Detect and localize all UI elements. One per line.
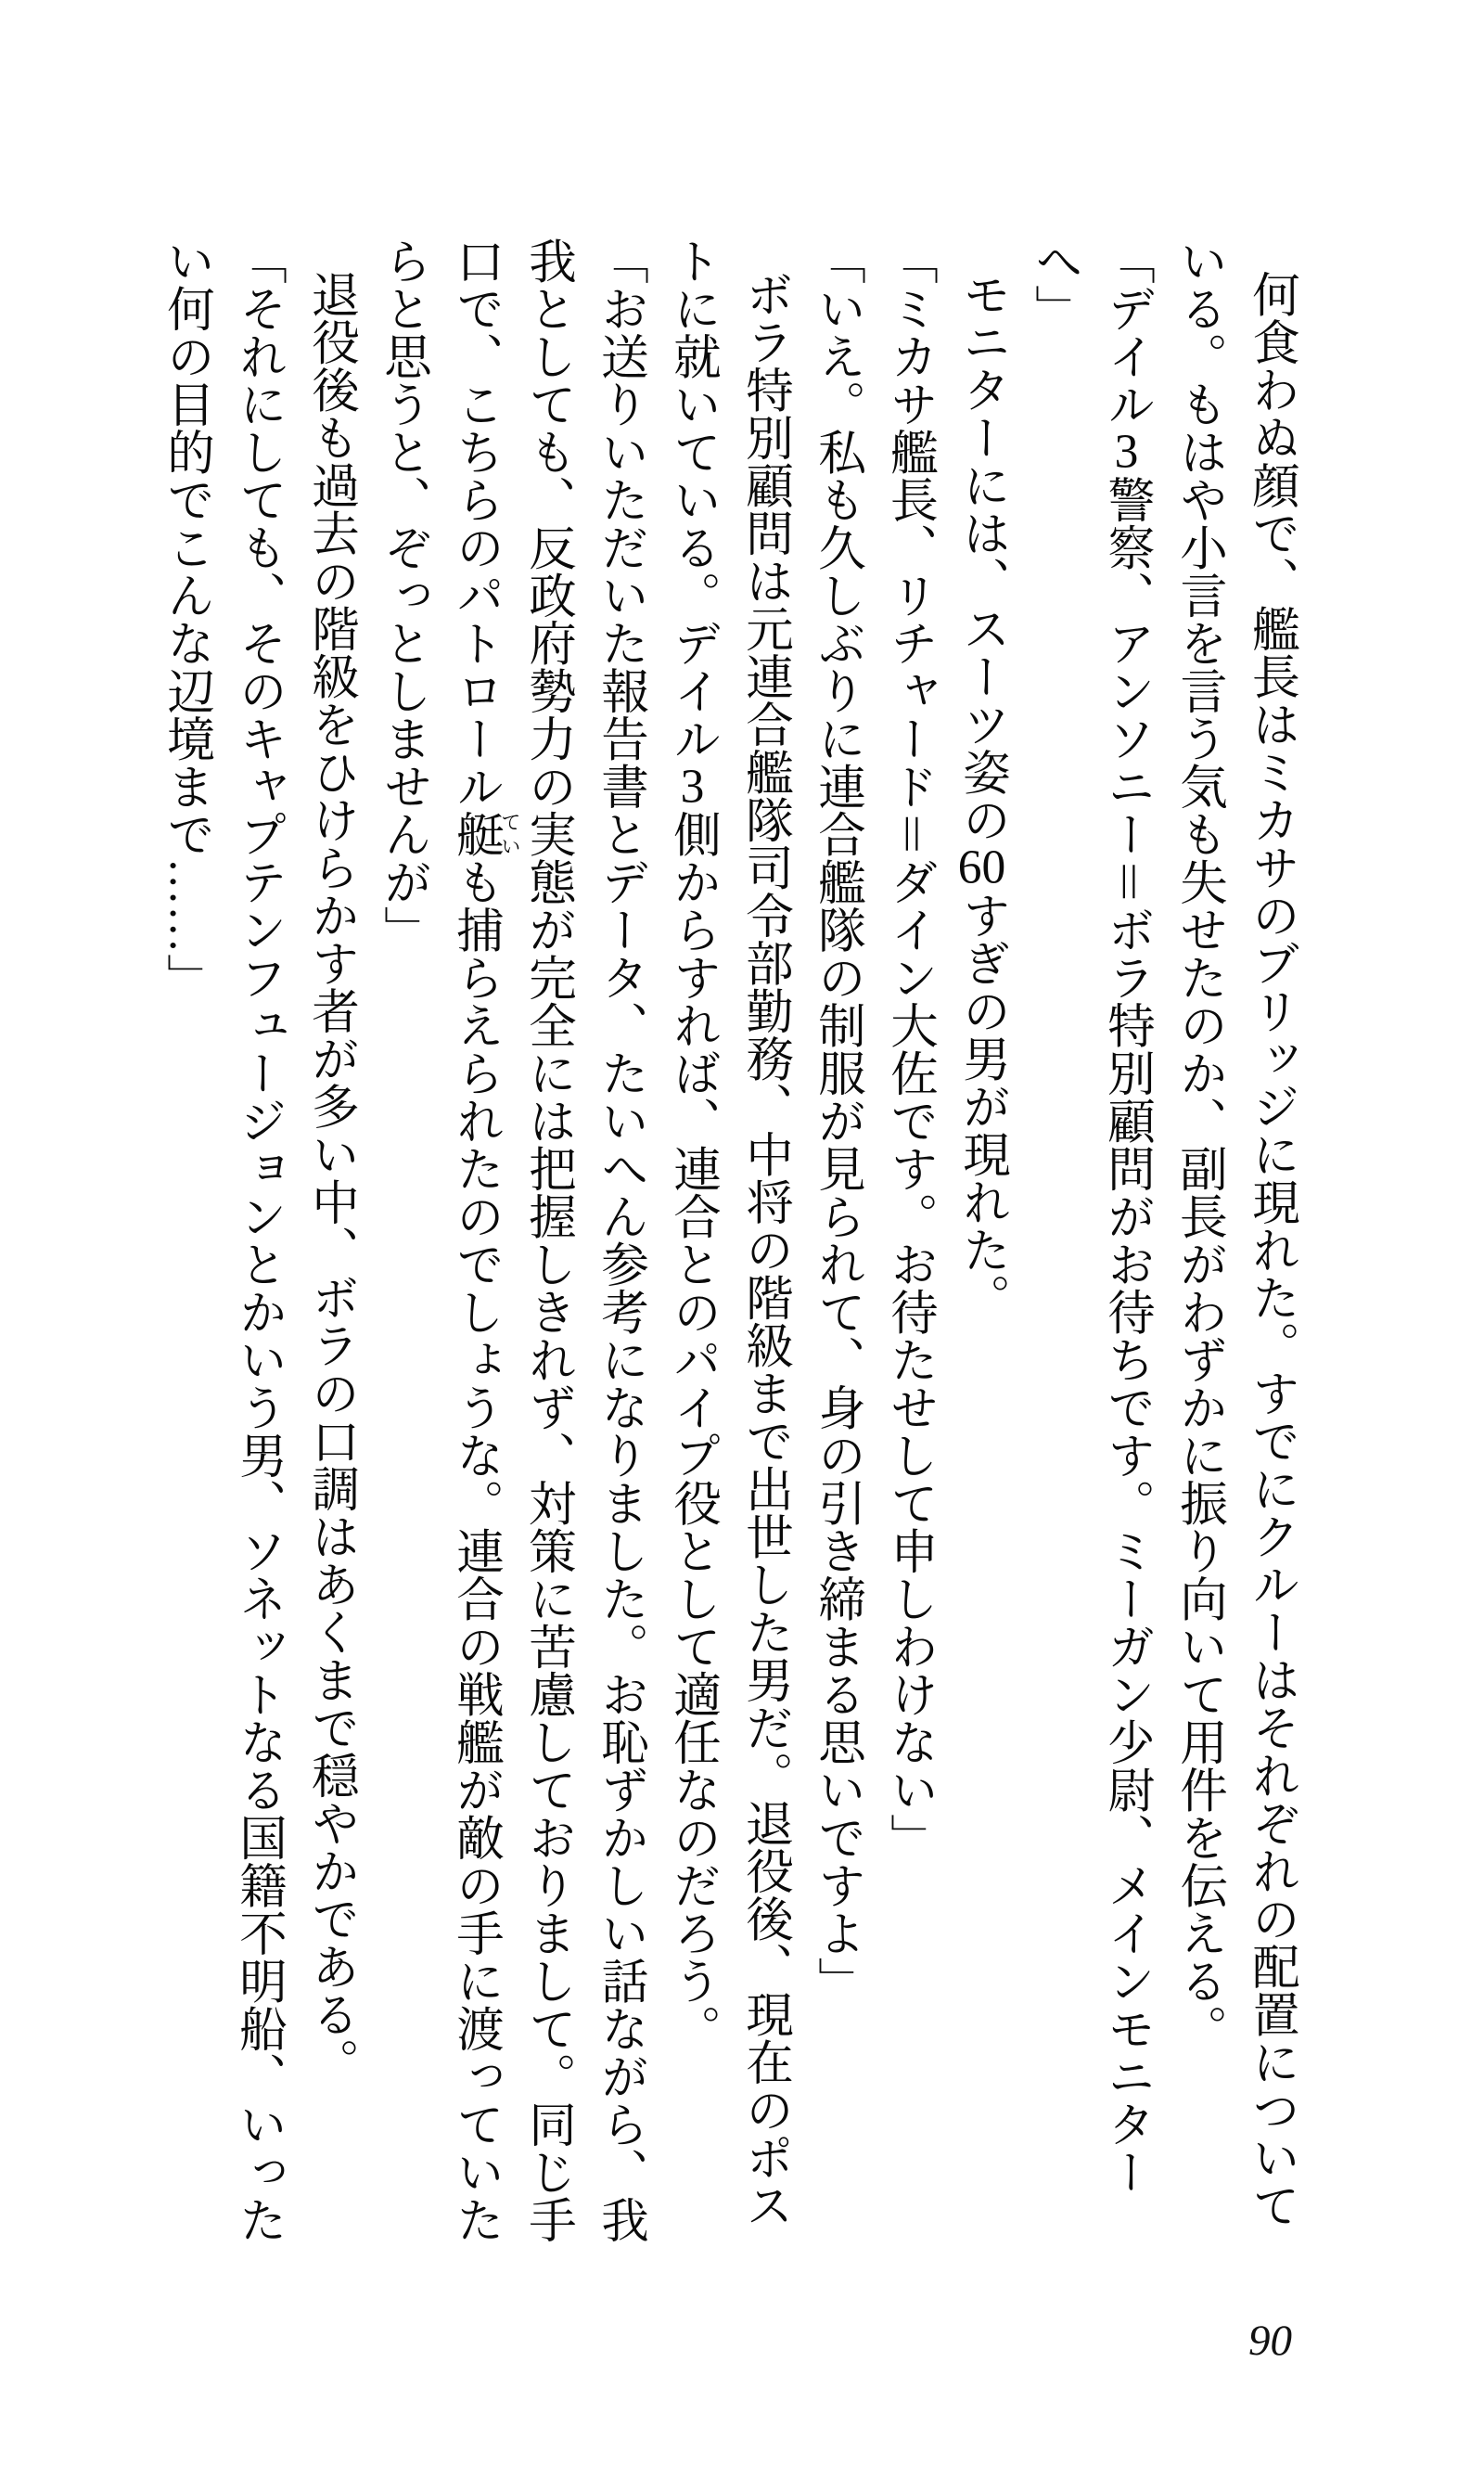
- paragraph: 「それにしても、そのキャプテンフュージョンとかいう男、ソネットなる国籍不明船、いったい何の目的でこんな辺境まで……」: [160, 237, 285, 2243]
- tate-chu-yoko-digits: 60: [957, 843, 1006, 892]
- paragraph: 「ミカサ艦長、リチャード＝ダイン大佐です。お待たせして申しわけない」: [883, 237, 936, 1861]
- page-number: 90: [1248, 2317, 1292, 2365]
- page-text: [149, 237, 1307, 2243]
- ruby-annotated-kanji: 艇てい: [449, 810, 521, 858]
- paragraph: モニターには、スーツ姿の60すぎの男が現れた。: [955, 270, 1008, 1322]
- paragraph: 「お送りいただいた報告書とデータ、たいへん参考になりました。お恥ずかしい話ながら、我我としても、反政府勢力の実態が完全には把握しきれず、対策に苦慮しておりまして。同じ手口で、こちらのパトロール艇ていも捕らえられたのでしょうな。連合の戦艦が敵の手に渡っていたらと思うと、ぞっとしませんが」: [377, 237, 646, 2243]
- tate-chu-yoko-digits: 3: [1114, 428, 1139, 476]
- paragraph: 退役後も過去の階級をひけらかす者が多い中、ボラの口調はあくまで穏やかである。: [304, 270, 357, 2087]
- paragraph: 「デイル3警察、アンソニー＝ボラ特別顧問がお待ちです。ミーガン少尉、メインモニターへ」: [1028, 237, 1153, 2196]
- paragraph: ボラ特別顧問は元連合艦隊司令部勤務、中将の階級まで出世した男だ。退役後、現在のポストに就いている。デイル3側からすれば、連合とのパイプ役として適任なのだろう。: [666, 237, 791, 2229]
- paragraph: 「いえ。私も久しぶりに連合艦隊の制服が見られて、身の引き締まる思いですよ」: [811, 237, 864, 2005]
- tate-chu-yoko-digits: 3: [680, 762, 705, 810]
- paragraph: 何食わぬ顔で、艦長はミカサのブリッジに現れた。すでにクルーはそれぞれの配置についている。もはや小言を言う気も失せたのか、副長がわずかに振り向いて用件を伝える。: [1172, 237, 1298, 2229]
